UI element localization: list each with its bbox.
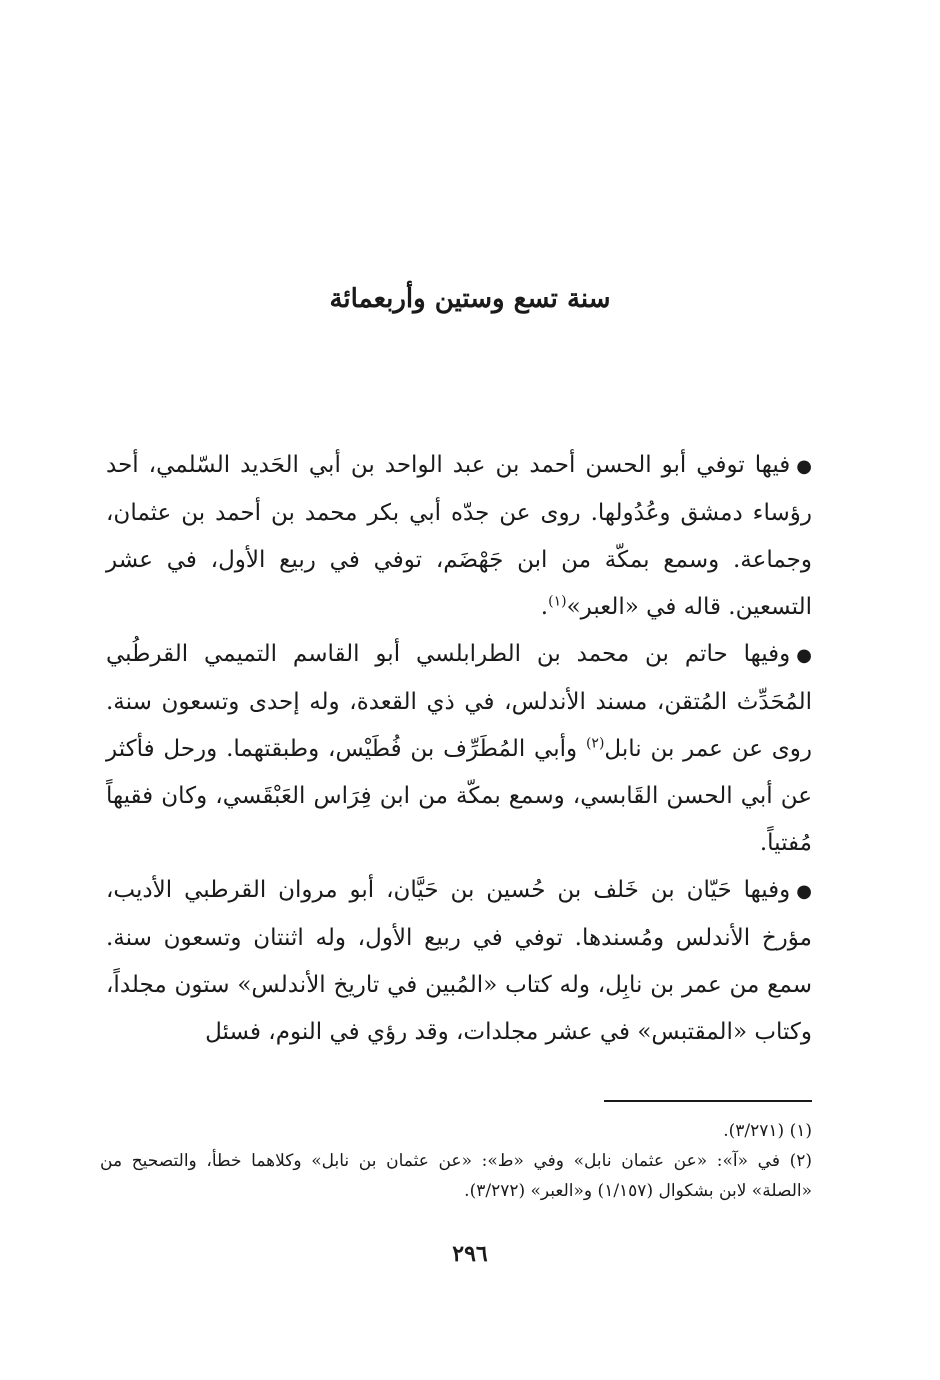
footnote-2: (٢) في «آ»: «عن عثمان نابل» وفي «ط»: «عن عثمان بن نابل» وكلاهما خطأ، والتصحيح من «الصلة» لابن بشكوال (١/١٥٧) و«العبر» (٣/٢٧٢).: [100, 1151, 812, 1201]
footnote-1: (١) (٣/٢٧١).: [723, 1121, 812, 1141]
entry-abu-al-hasan: [106, 442, 812, 631]
entry-tail: .: [540, 594, 549, 620]
entry-hayyan: [106, 867, 812, 1056]
footnote-ref: (١): [548, 593, 567, 610]
entry-text: وفيها حَيّان بن خَلف بن حُسين بن حَيَّان، أبو مروان القرطبي الأديب، مؤرخ الأندلس ومُسندها. توفي في ربيع الأول، وله اثنتان وتسعون سنة. سمع من عمر بن نابِل، وله كتاب «المُبين في تاريخ الأندلس» ستون مجلداً، وكتاب «المقتبس» في عشر مجلدات، وقد رؤي في النوم، فسئل: [106, 877, 812, 1045]
bullet-icon: ●: [796, 456, 812, 477]
footnote-ref: (٢): [585, 735, 605, 752]
chapter-title: سنة تسع وستين وأربعمائة: [329, 284, 611, 315]
entry-text: فيها توفي أبو الحسن أحمد بن عبد الواحد بن أبي الحَديد السّلمي، أحد رؤساء دمشق وعُدُولها. روى عن جدّه أبي بكر محمد بن أحمد بن عثمان، وجماعة. وسمع بمكّة من ابن جَهْضَم، توفي في ربيع الأول، في عشر التسعين. قاله في «العبر»: [106, 452, 812, 620]
footnotes: [100, 1116, 812, 1206]
page-number: ٢٩٦: [452, 1241, 488, 1267]
entry-text: وفيها حاتم بن محمد بن الطرابلسي أبو القاسم التميمي القرطُبي المُحَدِّث المُتقن، مسند الأندلس، في ذي القعدة، وله إحدى وتسعون سنة. روى عن عمر بن نابل: [106, 641, 812, 762]
entry-hatim: [106, 631, 812, 867]
bullet-icon: ●: [796, 645, 812, 666]
footnote-divider: [604, 1100, 812, 1102]
bullet-icon: ●: [796, 881, 812, 902]
entry-tail: وأبي المُطَرِّف بن فُطَيْس، وطبقتهما. ورحل فأكثر عن أبي الحسن القَابسي، وسمع بمكّة من ابن فِرَاس العَبْقَسي، وكان فقيهاً مُفتياً.: [106, 736, 812, 856]
main-text: [106, 442, 812, 1056]
